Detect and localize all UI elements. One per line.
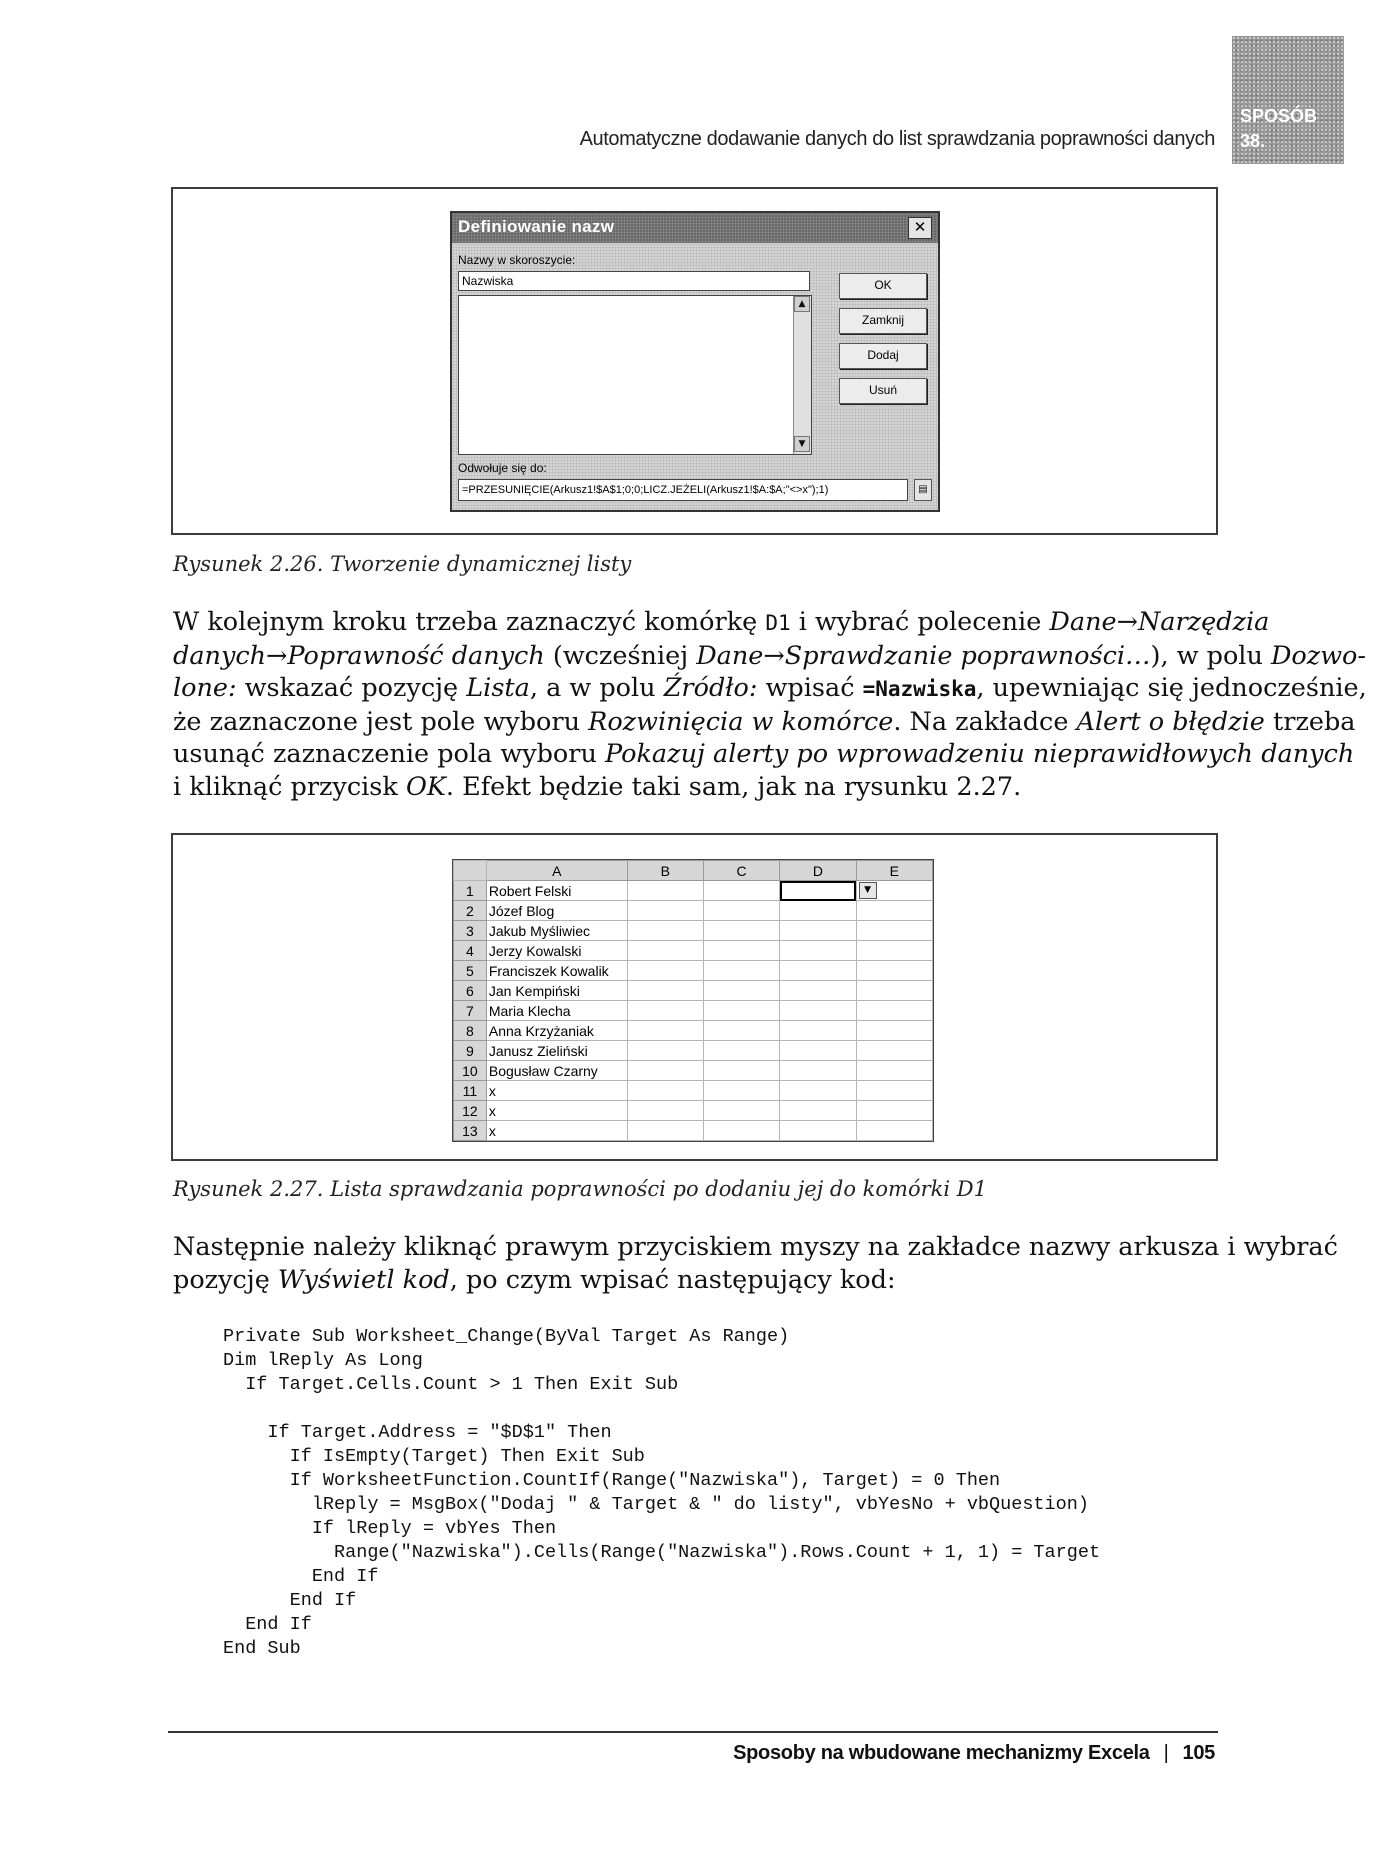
ok-button[interactable]: OK [839, 273, 927, 299]
names-list-scrollbar[interactable] [793, 296, 811, 454]
row-header[interactable]: 1 [454, 881, 487, 901]
table-row [454, 921, 933, 941]
add-button[interactable]: Dodaj [839, 343, 927, 369]
cell[interactable]: Anna Krzyżaniak [486, 1021, 627, 1041]
row-header[interactable]: 2 [454, 901, 487, 921]
table-row [454, 901, 933, 921]
table-row [454, 1081, 933, 1101]
figure-1-caption: Rysunek 2.26. Tworzenie dynamicznej listy [173, 552, 632, 576]
table-row [454, 881, 933, 901]
row-header[interactable]: 10 [454, 1061, 487, 1081]
footer-separator: | [1163, 1742, 1169, 1764]
table-row [454, 1121, 933, 1141]
sposob-number: 38. [1240, 131, 1266, 151]
close-button[interactable]: Zamknij [839, 308, 927, 334]
row-header[interactable]: 13 [454, 1121, 487, 1141]
cell-e1[interactable] [856, 881, 932, 901]
define-names-dialog [450, 211, 940, 512]
table-row [454, 961, 933, 981]
table-row [454, 981, 933, 1001]
table-row [454, 1041, 933, 1061]
footer [600, 1742, 1215, 1765]
scroll-up-arrow-icon[interactable]: ▲ [794, 296, 810, 312]
dropdown-arrow-icon[interactable]: ▼ [859, 882, 877, 899]
corner-cell[interactable] [454, 861, 487, 881]
names-in-workbook-label: Nazwy w skoroszycie: [458, 253, 576, 267]
row-header[interactable]: 6 [454, 981, 487, 1001]
table-row [454, 1061, 933, 1081]
cell[interactable] [627, 881, 703, 901]
cell[interactable] [703, 881, 779, 901]
row-header[interactable]: 5 [454, 961, 487, 981]
dialog-title-bar[interactable] [452, 213, 938, 243]
paragraph-1: W kolejnym kroku trzeba zaznaczyć komórkę D1 i wybrać polecenie Dane→Narzędzia danych→Poprawność danych (wcześniej Dane→Sprawdzanie poprawności…), w polu Dozwo- lone: wskazać pozycję Lista, a w polu Źródło: wpisać =Nazwiska, upewniając się jednocześnie, że zaznaczone jest pole wyboru Rozwinięcia w komórce. Na zakładce Alert o błędzie trzeba usunąć zaznaczenie pola wyboru Pokazuj alerty po wprowadzeniu nieprawidłowych danych i kliknąć przycisk OK. Efekt będzie taki sam, jak na rysunku 2.27. [173, 607, 1367, 802]
delete-button[interactable]: Usuń [839, 378, 927, 404]
cell[interactable]: Janusz Zieliński [486, 1041, 627, 1061]
paragraph-2: Następnie należy kliknąć prawym przyciskiem myszy na zakładce nazwy arkusza i wybrać pozycję Wyświetl kod, po czym wpisać następujący kod: [173, 1232, 1338, 1295]
cell[interactable]: Jakub Myśliwiec [486, 921, 627, 941]
column-header-e[interactable]: E [856, 861, 932, 881]
cell-a1[interactable]: Robert Felski [486, 881, 627, 901]
footer-book-title: Sposoby na wbudowane mechanizmy Excela [733, 1742, 1150, 1764]
scroll-down-arrow-icon[interactable]: ▼ [794, 436, 810, 452]
row-header[interactable]: 11 [454, 1081, 487, 1101]
close-icon[interactable]: ✕ [908, 217, 932, 239]
vba-code-listing: Private Sub Worksheet_Change(ByVal Target As Range) Dim lReply As Long If Target.Cells.Count > 1 Then Exit Sub If Target.Address = "$D$1" Then If IsEmpty(Target) Then Exit Sub If WorksheetFunction.CountIf(Range("Nazwiska"), Target) = 0 Then lReply = MsgBox("Dodaj " & Target & " do listy", vbYesNo + vbQuestion) If lReply = vbYes Then Range("Nazwiska").Cells(Range("Nazwiska").Rows.Count + 1, 1) = Target End If End If End If End Sub [223, 1326, 1101, 1659]
row-header[interactable]: 8 [454, 1021, 487, 1041]
dialog-title: Definiowanie nazw [458, 217, 615, 236]
cell[interactable]: x [486, 1081, 627, 1101]
column-header-b[interactable]: B [627, 861, 703, 881]
table-row [454, 1001, 933, 1021]
cell[interactable]: x [486, 1121, 627, 1141]
cell[interactable]: Franciszek Kowalik [486, 961, 627, 981]
cell[interactable]: Józef Blog [486, 901, 627, 921]
column-header-d[interactable]: D [780, 861, 856, 881]
refers-to-input[interactable]: =PRZESUNIĘCIE(Arkusz1!$A$1;0;0;LICZ.JEŻELI(Arkusz1!$A:$A;"<>x");1) [458, 479, 908, 501]
collapse-dialog-icon[interactable]: ▤ [914, 479, 932, 501]
table-row [454, 941, 933, 961]
figure-2-caption: Rysunek 2.27. Lista sprawdzania poprawności po dodaniu jej do komórki D1 [173, 1177, 987, 1201]
names-list[interactable] [458, 295, 812, 455]
cell-d1-active[interactable] [780, 881, 856, 901]
cell[interactable]: Bogusław Czarny [486, 1061, 627, 1081]
row-header[interactable]: 4 [454, 941, 487, 961]
cell[interactable]: Jerzy Kowalski [486, 941, 627, 961]
column-header-c[interactable]: C [703, 861, 779, 881]
cell[interactable]: Maria Klecha [486, 1001, 627, 1021]
table-row [454, 1021, 933, 1041]
row-header[interactable]: 9 [454, 1041, 487, 1061]
footer-rule [168, 1731, 1218, 1733]
spreadsheet [452, 859, 934, 1142]
row-header[interactable]: 7 [454, 1001, 487, 1021]
row-header[interactable]: 12 [454, 1101, 487, 1121]
refers-to-label: Odwołuje się do: [458, 461, 547, 475]
sposob-label: SPOSÓB [1240, 106, 1318, 126]
row-header[interactable]: 3 [454, 921, 487, 941]
page-number: 105 [1182, 1742, 1215, 1764]
name-input[interactable]: Nazwiska [458, 271, 810, 291]
column-header-a[interactable]: A [486, 861, 627, 881]
table-row [454, 1101, 933, 1121]
cell[interactable]: x [486, 1101, 627, 1121]
running-header-title: Automatyczne dodawanie danych do list sprawdzania poprawności danych [579, 128, 1215, 150]
cell[interactable]: Jan Kempiński [486, 981, 627, 1001]
